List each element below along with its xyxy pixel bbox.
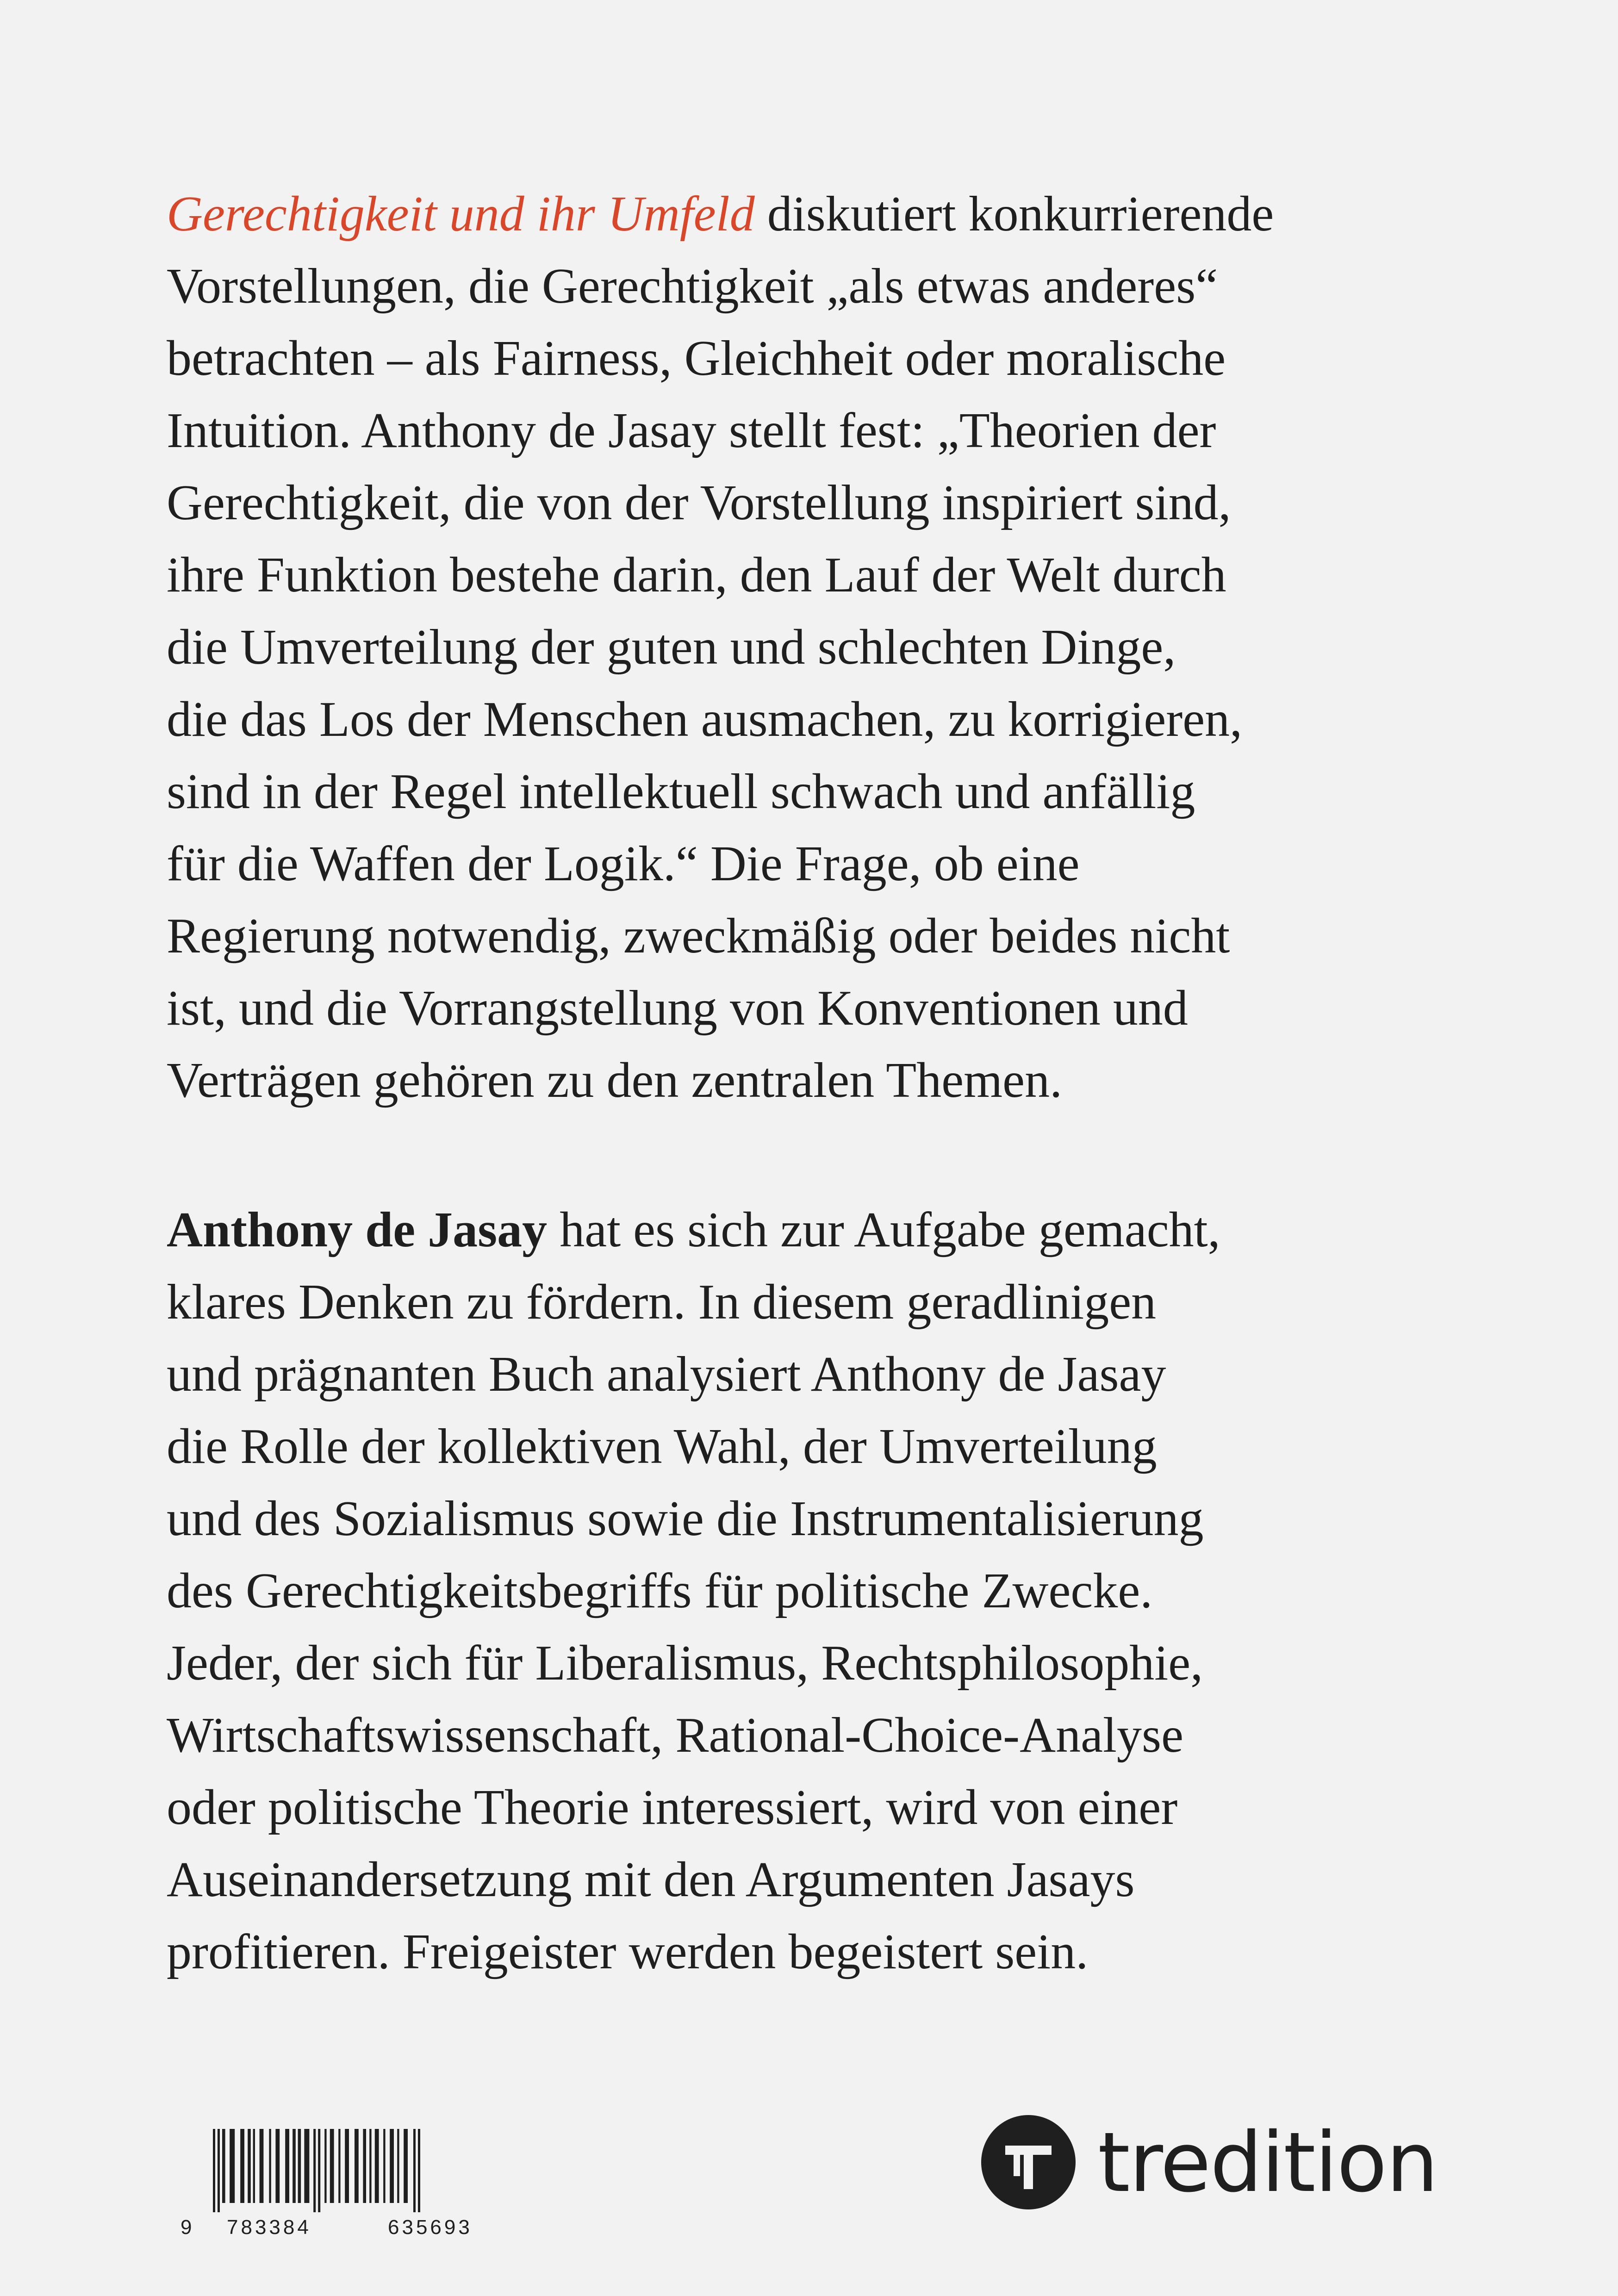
description-line: ist, und die Vorrangstellung von Konventionen und [167, 981, 1188, 1036]
description-line: Vorstellungen, die Gerechtigkeit „als etwas anderes“ [167, 259, 1218, 314]
author-name-bold: Anthony de Jasay [167, 1202, 548, 1257]
barcode-bar [240, 2129, 244, 2203]
barcode-bar [292, 2129, 296, 2203]
author-bio-line: und des Sozialismus sowie die Instrumentalisierung [167, 1491, 1204, 1546]
barcode-bar [218, 2129, 220, 2212]
barcode-bar [369, 2129, 371, 2203]
barcode-bar [275, 2129, 280, 2203]
barcode-bar [397, 2129, 399, 2203]
barcode-bar [248, 2129, 251, 2203]
author-bio-line: Wirtschaftswissenschaft, Rational-Choice-Analyse [167, 1708, 1184, 1763]
barcode-bar [363, 2129, 366, 2203]
barcode-bar [313, 2129, 316, 2212]
barcode-digits [180, 2216, 541, 2237]
description-line: sind in der Regel intellektuell schwach und anfällig [167, 764, 1195, 819]
description-line: Verträgen gehören zu den zentralen Themen. [167, 1053, 1063, 1108]
barcode-bar [375, 2129, 379, 2203]
barcode-lead-digit: 9 [180, 2216, 192, 2239]
barcode-bar [390, 2129, 394, 2203]
barcode-bar [318, 2129, 320, 2212]
barcode-bar [298, 2129, 301, 2203]
barcode-bar [269, 2129, 271, 2203]
barcode-bar [222, 2129, 225, 2203]
author-bio-line: und prägnanten Buch analysiert Anthony de Jasay [167, 1347, 1166, 1402]
barcode-left-group: 783384 [227, 2216, 311, 2239]
description-line: betrachten – als Fairness, Gleichheit oder moralische [167, 331, 1226, 386]
barcode-bar [413, 2129, 416, 2212]
barcode-bar [230, 2129, 235, 2203]
isbn-barcode [180, 2129, 541, 2239]
author-bio-line: Jeder, der sich für Liberalismus, Rechtsphilosophie, [167, 1636, 1203, 1691]
description-line: Gerechtigkeit, die von der Vorstellung inspiriert sind, [167, 475, 1231, 530]
description-line-text: diskutiert konkurrierende [754, 187, 1274, 242]
description-line: ihre Funktion bestehe darin, den Lauf der Welt durch [167, 548, 1226, 603]
barcode-bar [324, 2129, 326, 2203]
barcode-bar [338, 2129, 340, 2203]
author-bio-line: Auseinandersetzung mit den Argumenten Jasays [167, 1852, 1135, 1907]
description-paragraph [167, 178, 1490, 1117]
author-bio-line-text: hat es sich zur Aufgabe gemacht, [547, 1202, 1220, 1257]
author-bio-line: profitieren. Freigeister werden begeistert sein. [167, 1924, 1089, 1979]
description-line: die das Los der Menschen ausmachen, zu korrigieren, [167, 692, 1243, 747]
tredition-logo-icon [981, 2115, 1076, 2209]
author-bio-line: die Rolle der kollektiven Wahl, der Umverteilung [167, 1419, 1157, 1474]
author-bio-paragraph [167, 1194, 1490, 1988]
description-line: für die Waffen der Logik.“ Die Frage, ob eine [167, 836, 1080, 891]
barcode-bar [383, 2129, 385, 2203]
barcode-bar [330, 2129, 334, 2203]
author-bio-line: oder politische Theorie interessiert, wird von einer [167, 1780, 1178, 1835]
barcode-right-group: 635693 [388, 2216, 473, 2239]
author-bio-line: klares Denken zu fördern. In diesem geradlinigen [167, 1275, 1157, 1330]
description-line: Intuition. Anthony de Jasay stellt fest: „Theorien der [167, 403, 1216, 458]
barcode-bar [345, 2129, 349, 2203]
publisher-logo [981, 2110, 1444, 2221]
book-title-italic: Gerechtigkeit und ihr Umfeld [167, 187, 755, 242]
publisher-name: tredition [1098, 2115, 1438, 2210]
barcode-bar [404, 2129, 408, 2203]
barcode-bar [260, 2129, 264, 2203]
description-line: Regierung notwendig, zweckmäßig oder beides nicht [167, 908, 1230, 964]
barcode-bar [213, 2129, 215, 2212]
barcode-bar [285, 2129, 289, 2203]
barcode-bar [418, 2129, 420, 2212]
author-bio-line-1 [167, 1194, 1490, 1266]
barcode-bar [253, 2129, 255, 2203]
author-bio-line: des Gerechtigkeitsbegriffs für politische Zwecke. [167, 1563, 1153, 1618]
description-line-1 [167, 178, 1490, 250]
barcode-bars [180, 2129, 541, 2212]
barcode-bar [304, 2129, 309, 2203]
description-line: die Umverteilung der guten und schlechten Dinge, [167, 620, 1176, 675]
barcode-bar [355, 2129, 359, 2203]
